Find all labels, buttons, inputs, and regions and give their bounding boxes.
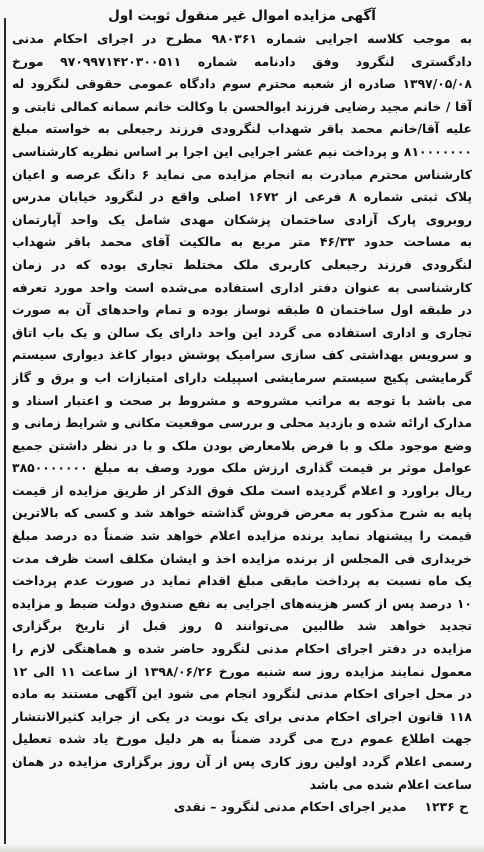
notice-line: ۱۱۸ قانون اجرای احکام مدنی برای یک نوبت در یکی از جراید کثیرالانتشار: [12, 708, 472, 724]
notice-body: [12, 28, 472, 796]
notice-line: رسمی اعلام گردد اولین روز کاری پس از آن روز برگزاری مزایده در همان: [12, 754, 472, 769]
notice-line: گرمایشی پکیج سیستم سرمایشی اسپیلت دارای امتیازات اب و برق و گاز: [12, 369, 472, 385]
notice-signature: مدیر اجرای احکام مدنی لنگرود – نقدی: [173, 799, 407, 815]
notice-line: مدارک ارائه شده و بازدید محلی و بررسی موقعیت مکانی و شرایط زمانی و: [12, 415, 472, 431]
notice-line: خریداری فی المجلس از برنده مزایده اخذ و ایشان مکلف است ظرف مدت: [12, 550, 472, 566]
notice-line: ۸۱۰۰۰۰۰۰۰ و پرداخت نیم عشر اجرایی این اجرا بر اساس نظریه کارشناسی: [12, 143, 472, 159]
notice-line: کارشناس محترم مبادرت به انجام مزایده می نماید ۶ دانگ عرصه و اعیان: [12, 166, 472, 182]
notice-line: مزایده در دفتر اجرای احکام مدنی لنگرود حاضر شده و هماهنگی لازم را: [12, 641, 472, 657]
notice-line: قیمت را پیشنهاد نماید برنده مزایده اعلام خواهد شد ضمناً ده درصد مبلغ: [12, 528, 472, 544]
notice-title: آگهی مزایده اموال غیر منقول ثوبت اول: [108, 8, 376, 24]
page-bottom-edge: [0, 844, 484, 852]
notice-line: آقا / خانم مجید رضایی فرزند ابوالحسن با وکالت خانم سمانه کمالی ثابتی و: [12, 98, 472, 114]
notice-line: ۱۳۹۷/۰۵/۰۸ صادره از شعبه محترم سوم دادگاه عمومی حقوقی لنگرود له: [12, 76, 472, 92]
notice-line: تجدید خواهد شد طالبین می‌توانند ۵ روز قبل از تاریخ برگزاری: [12, 618, 472, 634]
notice-line: عوامل موثر بر قیمت گذاری ارزش ملک مورد وصف به مبلغ ۳۸۵۰۰۰۰۰۰۰: [12, 460, 472, 476]
notice-line: وضع موجود ملک و با فرض بلامعارض بودن ملک و با در نظر داشتن جمیع: [12, 437, 472, 453]
notice-line: دادگستری لنگرود وفق دادنامه شماره ۹۷۰۹۹۷۱۴۲۰۳۰۰۵۱۱ مورخ: [12, 53, 472, 69]
notice-code: ح ۱۲۳۶: [424, 799, 468, 815]
notice-line: پایه به شرح مذکور به معرض فروش گذاشته خواهد شد و کسی که بالاترین: [12, 505, 472, 521]
notice-line: و سرویس بهداشتی کف سازی سرامیک پوشش دیوار کاغذ دیواری سیستم: [12, 347, 472, 363]
notice-line: به مساحت حدود ۴۶/۳۳ متر مربع به مالکیت آقای محمد باقر شهداب: [12, 234, 472, 250]
notice-line: ریال براورد و اعلام گردیده است ملک فوق الذکر از طریق مزایده از قیمت: [12, 482, 472, 498]
notice-line: پلاک ثبتی شماره ۸ فرعی از ۱۶۷۲ اصلی واقع در لنگرود خیابان مدرس: [12, 189, 472, 205]
notice-line: لنگرودی فرزند رجبعلی کاربری ملک مختلط تجاری بوده که در زمان: [12, 256, 472, 272]
notice-line: به موجب کلاسه اجرایی شماره ۹۸۰۳۶۱ مطرح در اجرای احکام مدنی: [12, 31, 472, 46]
notice-line: معمول نمایند مزایده روز سه شنبه مورخ ۱۳۹۸/۰۶/۲۶ از ساعت ۱۱ الی ۱۲: [12, 663, 472, 679]
notice-line: در محل اجرای احکام مدنی لنگرود انجام می شود این آگهی مستند به ماده: [12, 686, 472, 702]
notice-line: ۱۰ درصد پس از کسر هزینه‌های اجرایی به نفع صندوق دولت ضبط و مزایده: [12, 595, 472, 611]
notice-line: علیه آقا/خانم محمد باقر شهداب لنگرودی فرزند رجبعلی به خواسته مبلغ: [12, 121, 472, 137]
notice-footer: [12, 796, 472, 818]
notice-line: در طبقه اول ساختمان ۵ طبقه نوساز بوده و تمام واحدهای آن به صورت: [12, 302, 472, 318]
notice-line: روبروی پارک آزادی ساختمان پزشکان مهدی شامل یک واحد آپارتمان: [12, 211, 472, 227]
notice-line: ساعت اعلام شده می باشد: [309, 776, 472, 792]
notice-line: کارشناسی به عنوان دفتر اداری استفاده می‌شده است واحد مورد تعرفه: [12, 279, 472, 295]
notice-line: جهت اطلاع عموم درج می گردد ضمناً به هر دلیل مورخ یاد شده تعطیل: [12, 731, 472, 747]
column-rule: [4, 18, 6, 844]
notice-line: تجاری و اداری استفاده می گردد این واحد دارای یک سالن و یک باب اتاق: [12, 324, 472, 340]
notice-line: می باشد با توجه به مراتب مشروحه و مشروط بر صحت و اعتبار اسناد و: [12, 392, 472, 408]
notice-line: یک ماه نسبت به پرداخت مابقی مبلغ اقدام نماید در صورت عدم پرداخت: [12, 573, 472, 589]
